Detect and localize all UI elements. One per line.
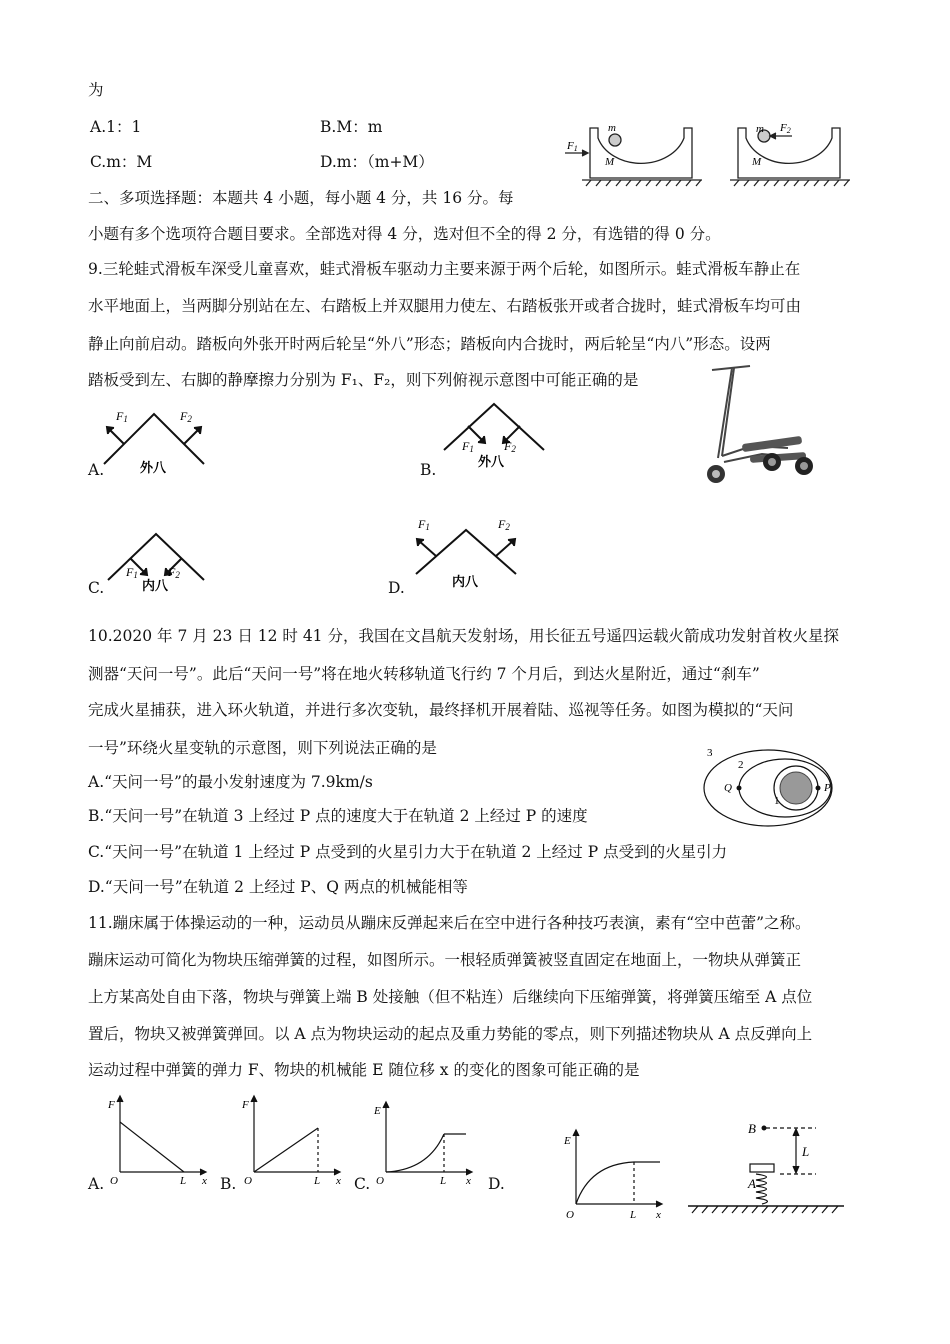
q11-line-4: 置后，物块又被弹簧弹回。以 A 点为物块运动的起点及重力势能的零点，则下列描述物块从 A 点反弹向上 [88, 1025, 813, 1043]
spring-label-b: B [748, 1121, 756, 1136]
q11-option-b-label: B. [220, 1175, 237, 1193]
q9-c-shape-label: 内八 [142, 578, 169, 593]
q9-line-3: 静止向前启动。踏板向外张开时两后轮呈“外八”形态；踏板向内合拢时，两后轮呈“内八”形态。设两 [88, 335, 771, 353]
q9-line-2: 水平地面上，当两脚分别站在左、右踏板上并双腿用力使左、右踏板张开或者合拢时，蛙式滑板车均可由 [88, 297, 802, 315]
q11-graph-d [560, 1128, 670, 1222]
q11-a-l: L [180, 1175, 187, 1187]
orbit-1-label: 1 [774, 795, 780, 807]
section2-line-1: 二、多项选择题：本题共 4 小题，每小题 4 分，共 16 分。每 [88, 189, 514, 207]
q8-stem-tail: 为 [88, 81, 104, 99]
q9-option-a-label: A. [88, 461, 105, 479]
q11-d-y-axis: E [564, 1135, 571, 1147]
spring-label-a: A [748, 1176, 756, 1191]
section2-line-2: 小题有多个选项符合题目要求。全部选对得 4 分，选对但不全的得 2 分，有选错的得 0 分。 [88, 225, 721, 243]
q9-diagram-d [408, 512, 528, 592]
q11-b-l: L [314, 1175, 321, 1187]
q8-option-a: A.1：1 [90, 118, 142, 136]
mars-orbit-diagram [700, 742, 850, 830]
q8-option-b: B.M：m [320, 118, 383, 136]
q11-b-origin: O [244, 1175, 252, 1187]
point-p-label: P [824, 782, 831, 794]
q11-c-y-axis: E [374, 1105, 381, 1117]
spring-figure [684, 1116, 854, 1216]
scooter-image [692, 362, 822, 490]
q9-b-force-1: F1 [462, 439, 474, 454]
q11-option-d-label: D. [488, 1175, 505, 1193]
q11-a-y-axis: F [108, 1099, 115, 1111]
q8-label-m2: m [756, 123, 764, 135]
q11-c-x: x [466, 1175, 471, 1187]
q10-option-b: B.“天问一号”在轨道 3 上经过 P 点的速度大于在轨道 2 上经过 P 的速度 [88, 807, 588, 825]
q11-b-y-axis: F [242, 1099, 249, 1111]
q9-option-c-label: C. [88, 579, 105, 597]
q10-line-4: 一号”环绕火星变轨的示意图，则下列说法正确的是 [88, 739, 437, 757]
q10-option-d: D.“天问一号”在轨道 2 上经过 P、Q 两点的机械能相等 [88, 878, 468, 896]
q8-label-M1: M [605, 156, 615, 168]
q9-option-d-label: D. [388, 579, 405, 597]
q11-line-5: 运动过程中弹簧的弹力 F、物块的机械能 E 随位移 x 的变化的图象可能正确的是 [88, 1061, 640, 1079]
q9-diagram-a [104, 400, 214, 480]
q9-b-force-2: F2 [504, 439, 516, 454]
q9-line-4: 踏板受到左、右脚的静摩擦力分别为 F₁、F₂，则下列俯视示意图中可能正确的是 [88, 371, 639, 389]
q11-a-x: x [202, 1175, 207, 1187]
q11-d-x: x [656, 1209, 661, 1221]
q9-c-force-1: F1 [126, 565, 138, 580]
q11-c-l: L [440, 1175, 447, 1187]
q8-label-F1: F1 [567, 140, 578, 153]
q11-graph-a [104, 1094, 214, 1188]
q10-option-a: A.“天问一号”的最小发射速度为 7.9km/s [88, 773, 373, 791]
spring-label-l: L [802, 1144, 810, 1159]
q9-diagram-c [106, 528, 216, 598]
q9-a-force-2: F2 [180, 409, 192, 424]
q11-c-origin: O [376, 1175, 384, 1187]
q9-diagram-b [440, 398, 560, 478]
q11-graph-b [238, 1094, 348, 1188]
q8-label-m1: m [608, 122, 616, 134]
q8-label-M2: M [752, 156, 762, 168]
q10-line-3: 完成火星捕获，进入环火轨道，并进行多次变轨，最终择机开展着陆、巡视等任务。如图为模拟的“天问 [88, 701, 794, 719]
q9-a-shape-label: 外八 [140, 460, 167, 475]
q9-b-shape-label: 外八 [478, 454, 505, 469]
q8-label-F2: F2 [780, 122, 791, 135]
q11-line-3: 上方某高处自由下落，物块与弹簧上端 B 处接触（但不粘连）后继续向下压缩弹簧，将弹簧压缩至 A 点位 [88, 988, 813, 1006]
q11-b-x: x [336, 1175, 341, 1187]
q9-a-force-1: F1 [116, 409, 128, 424]
orbit-2-label: 2 [738, 759, 744, 771]
q9-d-force-1: F1 [418, 517, 430, 532]
q10-option-c: C.“天问一号”在轨道 1 上经过 P 点受到的火星引力大于在轨道 2 上经过 P 点受到的火星引力 [88, 843, 728, 861]
q9-line-1: 9.三轮蛙式滑板车深受儿童喜欢，蛙式滑板车驱动力主要来源于两个后轮，如图所示。蛙式滑板车静止在 [88, 260, 801, 278]
q8-option-d: D.m：（m+M） [320, 153, 434, 171]
orbit-3-label: 3 [707, 747, 713, 759]
q9-option-b-label: B. [420, 461, 437, 479]
q11-d-origin: O [566, 1209, 574, 1221]
q11-option-c-label: C. [354, 1175, 371, 1193]
q9-c-force-2: F2 [168, 565, 180, 580]
q9-d-shape-label: 内八 [452, 574, 479, 589]
q11-line-1: 11.蹦床属于体操运动的一种，运动员从蹦床反弹起来后在空中进行各种技巧表演，素有“空中芭蕾”之称。 [88, 914, 811, 932]
point-q-label: Q [724, 782, 732, 794]
q11-graph-c [370, 1100, 480, 1188]
q11-line-2: 蹦床运动可简化为物块压缩弹簧的过程，如图所示。一根轻质弹簧被竖直固定在地面上，一物块从弹簧正 [88, 951, 802, 969]
q11-a-origin: O [110, 1175, 118, 1187]
q10-line-2: 测器“天问一号”。此后“天问一号”将在地火转移轨道飞行约 7 个月后，到达火星附近，通过“刹车” [88, 665, 760, 683]
q8-option-c: C.m：M [90, 153, 153, 171]
q10-line-1: 10.2020 年 7 月 23 日 12 时 41 分，我国在文昌航天发射场，用长征五号遥四运载火箭成功发射首枚火星探 [88, 627, 839, 645]
q9-d-force-2: F2 [498, 517, 510, 532]
q11-option-a-label: A. [88, 1175, 105, 1193]
q11-d-l: L [630, 1209, 637, 1221]
q8-track-figure [560, 118, 860, 188]
